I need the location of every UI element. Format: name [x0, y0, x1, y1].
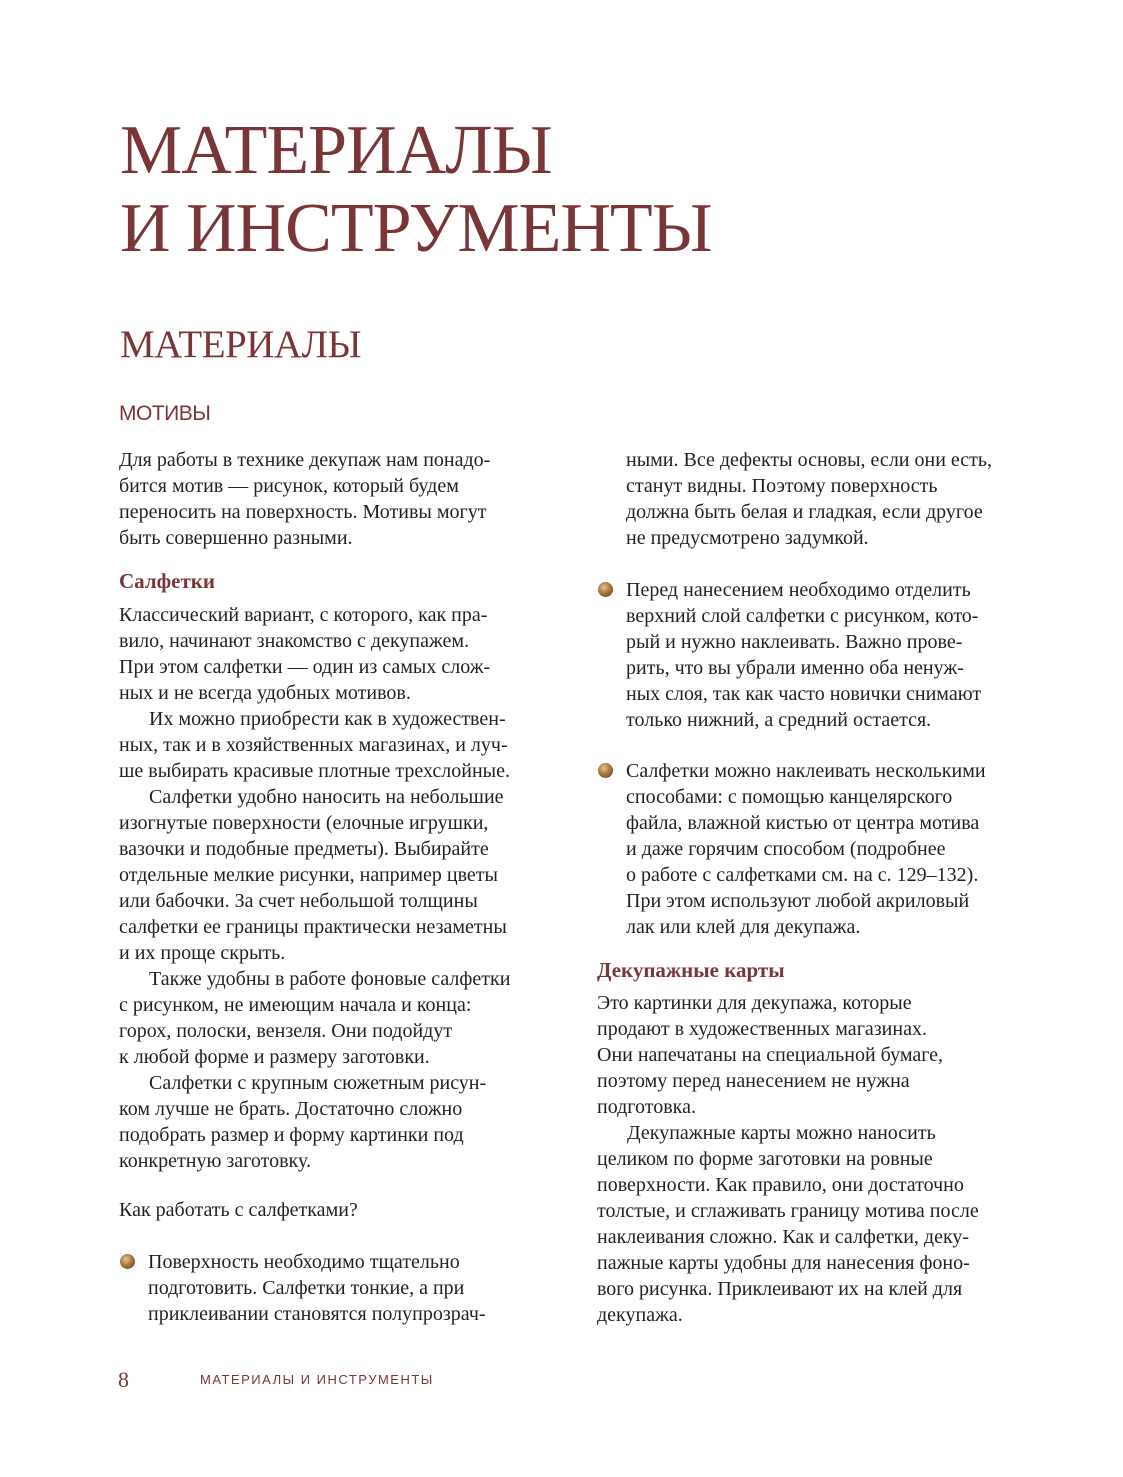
text-line: вазочки и подобные предметы). Выбирайте: [119, 838, 489, 860]
text-line: способами: с помощью канцелярского: [626, 786, 953, 808]
text-line: ком лучше не брать. Достаточно сложно: [119, 1098, 463, 1120]
paragraph: [119, 1197, 358, 1223]
text-line: вило, начинают знакомство с декупажем.: [119, 630, 470, 652]
text-line: Также удобны в работе фоновые салфетки: [149, 968, 511, 990]
text-line: Для работы в технике декупаж нам понадо-: [119, 449, 491, 471]
text-line: конкретную заготовку.: [119, 1150, 311, 1172]
text-line: Декупажные карты: [597, 958, 785, 982]
bullet-item: [119, 1249, 486, 1327]
page-number: 8: [118, 1367, 129, 1392]
text-line: декупажа.: [597, 1304, 683, 1326]
text-line: к любой форме и размеру заготовки.: [119, 1046, 430, 1068]
text-line: отдельные мелкие рисунки, например цветы: [119, 864, 498, 886]
text-line: и их проще скрыть.: [119, 942, 286, 964]
text-line: горох, полоски, вензеля. Они подойдут: [119, 1020, 453, 1042]
chapter-title-line-2: И ИНСТРУМЕНТЫ: [120, 190, 712, 267]
text-line: подготовка.: [597, 1096, 696, 1118]
paragraph: [119, 1070, 486, 1174]
paragraph: [119, 784, 507, 966]
chapter-title-line-1: МАТЕРИАЛЫ: [120, 112, 552, 189]
paragraph-heading: [597, 957, 785, 983]
text-line: продают в художественных магазинах.: [597, 1018, 927, 1040]
text-line: лак или клей для декупажа.: [626, 916, 861, 938]
text-line: ных слоя, так как часто новички снимают: [626, 683, 982, 705]
text-line: толстые, и сглаживать границу мотива после: [597, 1200, 979, 1222]
section-heading: МАТЕРИАЛЫ: [120, 323, 362, 366]
text-line: Поверхность необходимо тщательно: [148, 1251, 460, 1273]
text-line: подготовить. Салфетки тонкие, а при: [148, 1277, 465, 1299]
paragraph: [597, 447, 992, 551]
text-line: Это картинки для декупажа, которые: [597, 992, 912, 1014]
text-line: вого рисунка. Приклеивают их на клей для: [597, 1278, 963, 1300]
text-line: При этом салфетки — один из самых слож-: [119, 656, 491, 678]
paragraph: [119, 447, 490, 551]
text-line: файла, влажной кистью от центра мотива: [626, 812, 980, 834]
paragraph: [597, 990, 943, 1120]
paragraph-heading: [119, 568, 215, 594]
text-line: подобрать размер и форму картинки под: [119, 1124, 464, 1146]
paragraph: [597, 1120, 979, 1328]
text-line: Салфетки удобно наносить на небольшие: [149, 786, 504, 808]
bullet-item: [597, 577, 981, 733]
text-line: должна быть белая и гладкая, если другое: [626, 501, 983, 523]
text-line: Классический вариант, с которого, как пра-: [119, 604, 488, 626]
text-line: Декупажные карты можно наносить: [627, 1122, 936, 1144]
text-line: о работе с салфетками см. на с. 129–132).: [626, 864, 979, 886]
text-line: рить, что вы убрали именно оба ненуж-: [626, 657, 964, 679]
text-line: салфетки ее границы практически незаметны: [119, 916, 507, 938]
bullet-ball-icon: [598, 763, 613, 778]
text-line: ными. Все дефекты основы, если они есть,: [626, 449, 993, 471]
bullet-ball-icon: [120, 1254, 135, 1269]
text-line: быть совершенно разными.: [119, 527, 353, 549]
paragraph: [119, 966, 510, 1070]
text-line: наклеивания сложно. Как и салфетки, деку-: [597, 1226, 970, 1248]
text-line: Их можно приобрести как в художествен-: [149, 708, 506, 730]
text-line: и даже горячим способом (подробнее: [626, 838, 946, 860]
text-line: целиком по форме заготовки на ровные: [597, 1148, 933, 1170]
paragraph: [119, 602, 490, 706]
text-line: Перед нанесением необходимо отделить: [626, 579, 971, 601]
text-line: ных, так и в хозяйственных магазинах, и луч-: [119, 734, 508, 756]
bullet-ball-icon: [598, 582, 613, 597]
text-line: Как работать с салфетками?: [119, 1199, 358, 1221]
running-title: МАТЕРИАЛЫ И ИНСТРУМЕНТЫ: [200, 1372, 434, 1387]
text-line: При этом используют любой акриловый: [626, 890, 970, 912]
text-line: ше выбирать красивые плотные трехслойные.: [119, 760, 510, 782]
text-line: переносить на поверхность. Мотивы могут: [119, 501, 487, 523]
text-line: поверхности. Как правило, они достаточно: [597, 1174, 964, 1196]
text-line: изогнутые поверхности (елочные игрушки,: [119, 812, 489, 834]
text-line: Салфетки с крупным сюжетным рисун-: [149, 1072, 487, 1094]
text-line: пажные карты удобны для нанесения фоно-: [597, 1252, 970, 1274]
text-line: верхний слой салфетки с рисунком, кото-: [626, 605, 979, 627]
text-line: ных и не всегда удобных мотивов.: [119, 682, 411, 704]
text-line: или бабочки. За счет небольшой толщины: [119, 890, 478, 912]
text-line: станут видны. Поэтому поверхность: [626, 475, 938, 497]
text-line: Они напечатаны на специальной бумаге,: [597, 1044, 944, 1066]
text-line: рый и нужно наклеивать. Важно прове-: [626, 631, 963, 653]
text-line: не предусмотрено задумкой.: [626, 527, 869, 549]
paragraph: [119, 706, 510, 784]
text-line: только нижний, а средний остается.: [626, 709, 932, 731]
bullet-item: [597, 758, 986, 940]
text-line: Салфетки: [119, 569, 215, 593]
subheading: МОТИВЫ: [119, 402, 211, 425]
text-line: бится мотив — рисунок, который будем: [119, 475, 459, 497]
text-line: поэтому перед нанесением не нужна: [597, 1070, 910, 1092]
text-line: приклеивании становятся полупрозрач-: [148, 1303, 486, 1325]
text-line: Салфетки можно наклеивать несколькими: [626, 760, 986, 782]
text-line: с рисунком, не имеющим начала и конца:: [119, 994, 472, 1016]
